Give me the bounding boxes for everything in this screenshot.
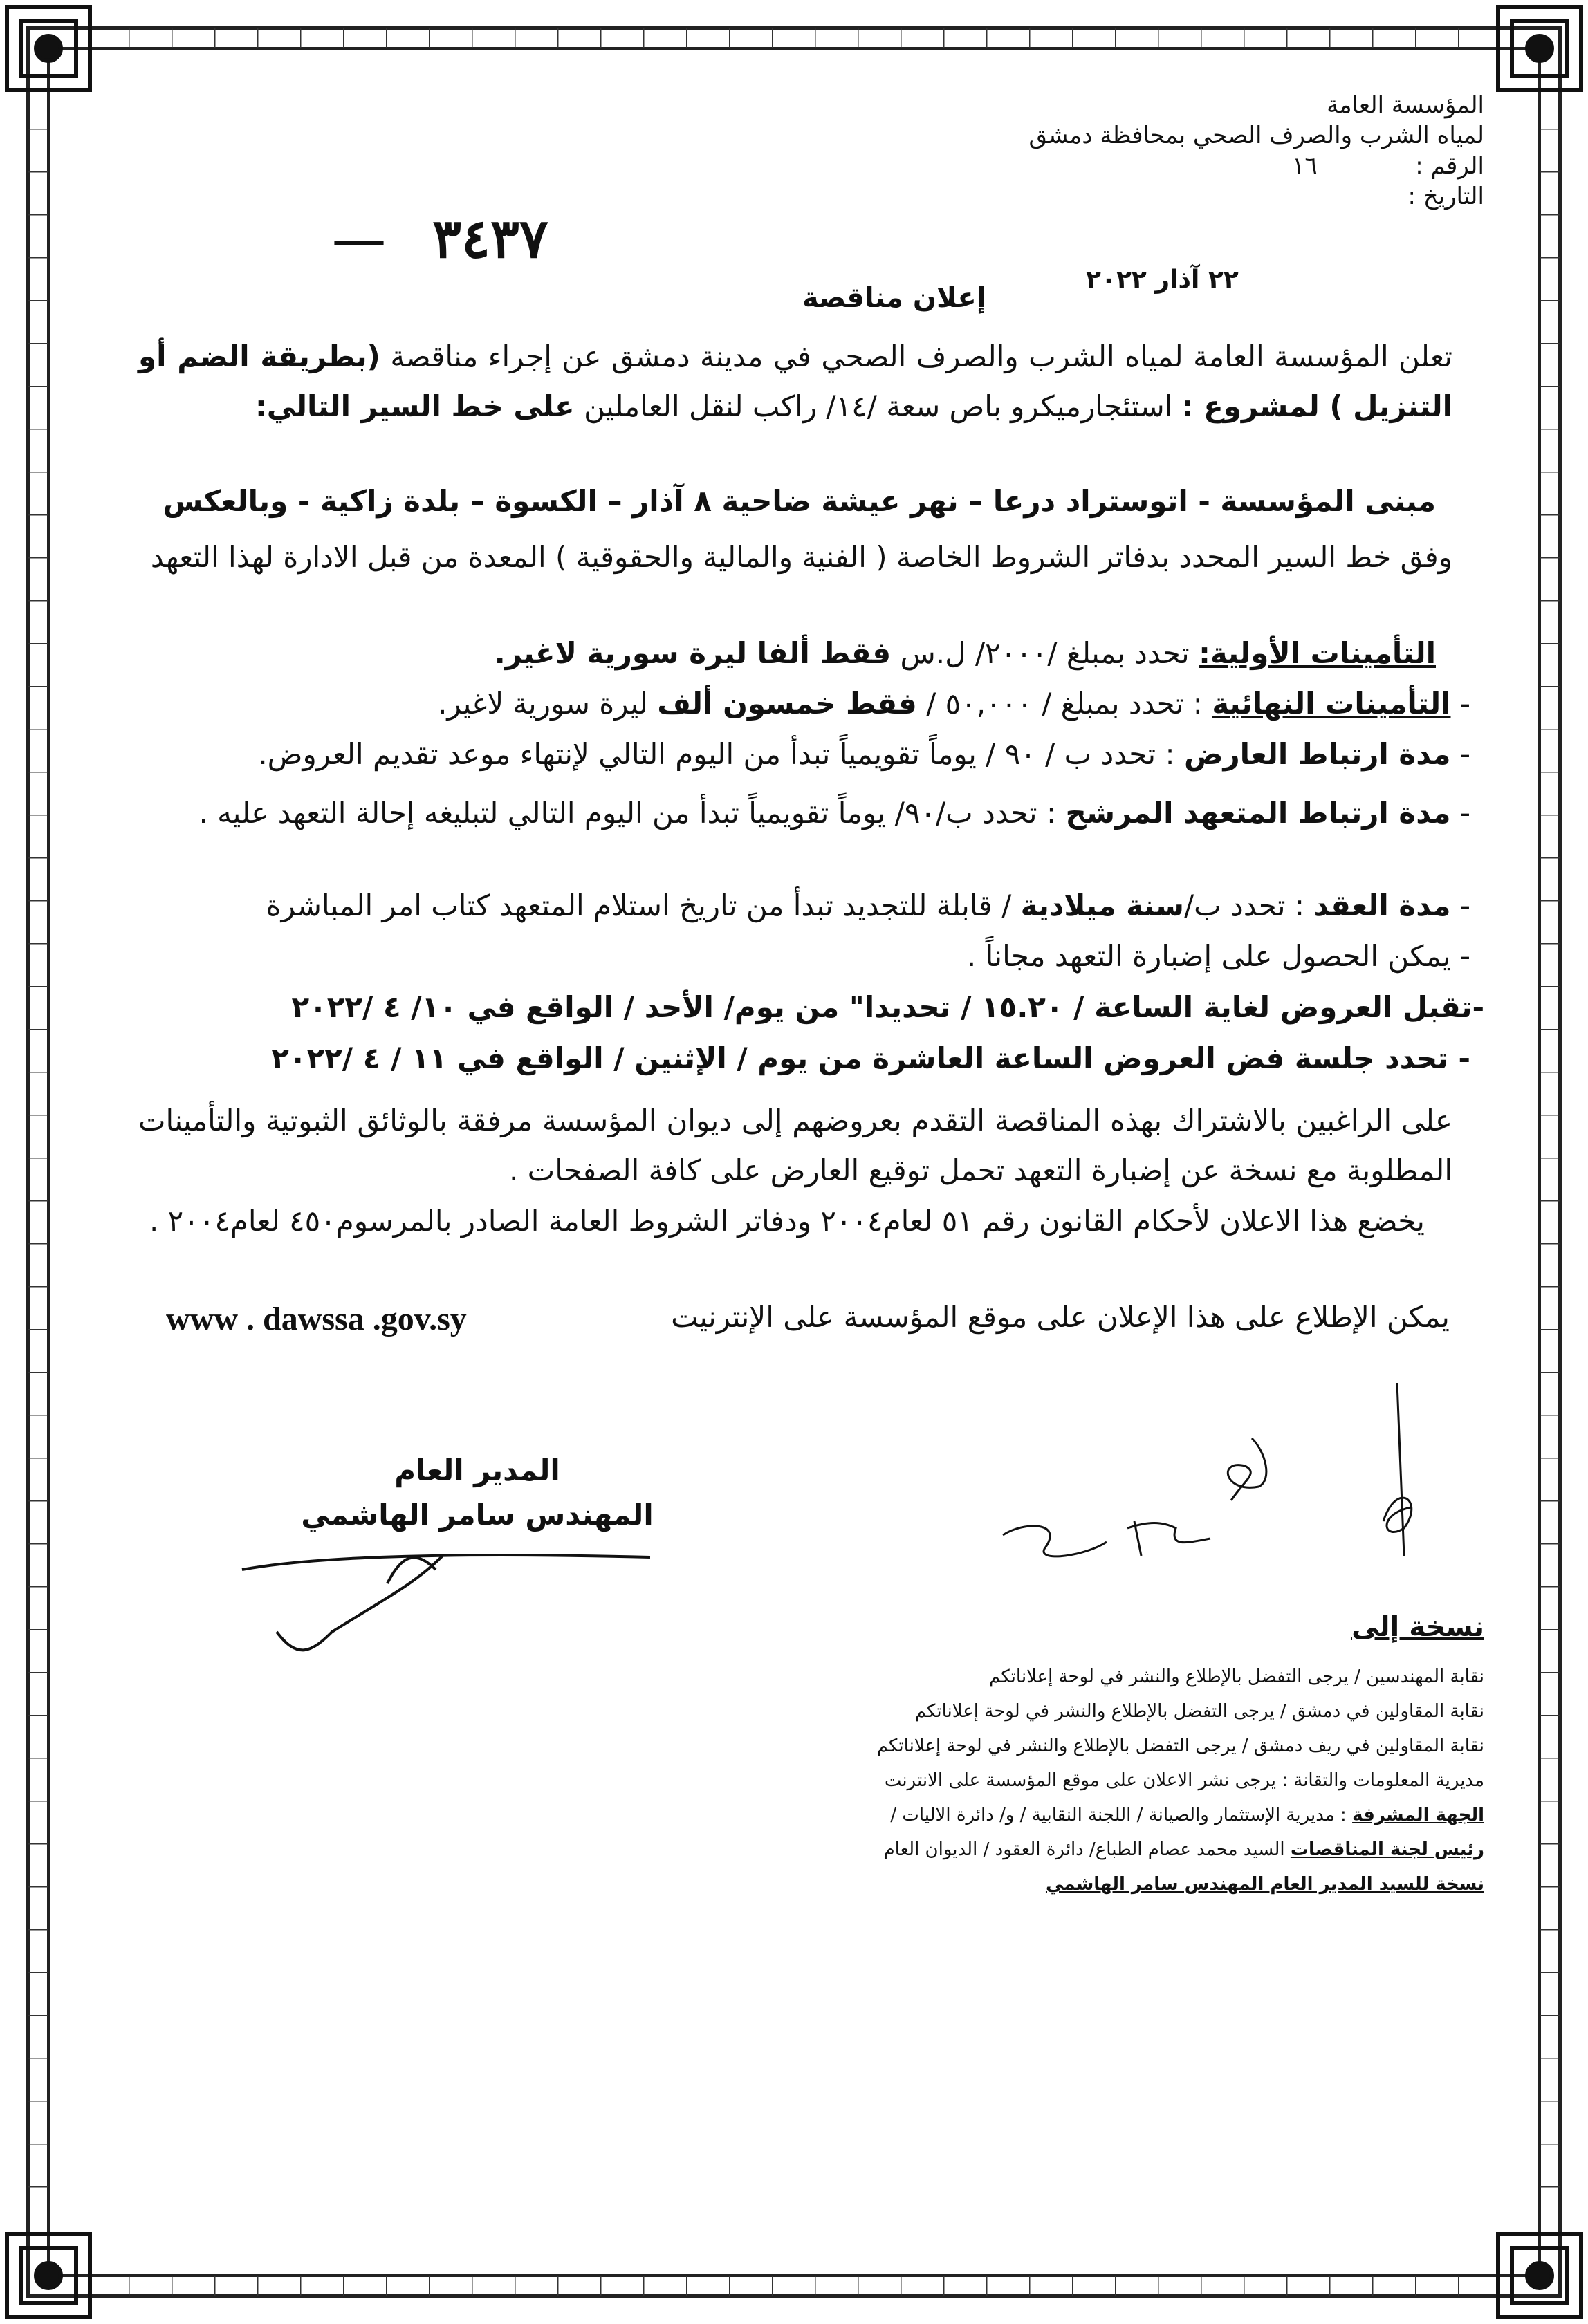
website-note: يمكن الإطلاع على هذا الإعلان على موقع المؤسسة على الإنترنيت (671, 1300, 1450, 1334)
director-signature (235, 1542, 664, 1660)
initial-insurance-label: التأمينات الأولية: (1199, 636, 1436, 670)
initial-insurance (495, 636, 1436, 670)
contract-duration-label: مدة العقد (1313, 889, 1451, 922)
bidder-commitment-text: : تحدد ب / ٩٠ / يوماً تقويمياً تبدأ من اليوم التالي لإنتهاء موعد تقديم العروض. (258, 737, 1175, 771)
bid-deadline: -تقبل العروض لغاية الساعة / ١٥.٢٠ / تحديدا" من يوم/ الأحد / الواقع في ١٠/ ٤ /٢٠٢٢ (291, 990, 1484, 1024)
committee-signatures (982, 1383, 1508, 1570)
route-description: وفق خط السير المحدد بدفاتر الشروط الخاصة ( الفنية والمالية والحقوقية ) المعدة من قبل الادارة لهذا التعهد (150, 540, 1452, 574)
copy-recipient: نقابة المقاولين في دمشق / يرجى التفضل بالإطلاع والنشر في لوحة إعلاناتكم (914, 1701, 1484, 1722)
bidder-commitment-label: مدة ارتباط العارض (1183, 737, 1451, 771)
final-insurance-amount: فقط خمسون ألف (657, 687, 917, 721)
committee-head-text: السيد محمد عصام الطباع/ دائرة العقود / الديوان العام (883, 1839, 1285, 1860)
obtain-file: - يمكن الحصول على إضبارة التعهد مجاناً . (966, 939, 1470, 973)
intro-text: تعلن المؤسسة العامة لمياه الشرب والصرف الصحي في مدينة دمشق عن إجراء مناقصة (390, 340, 1452, 373)
intro-method: (بطريقة الضم أو التنزيل ) لمشروع : (138, 340, 1452, 423)
date-label: التاريخ : (1407, 183, 1484, 210)
intro-project: استئجارميكرو باص سعة /١٤/ راكب لنقل العاملين (584, 389, 1173, 423)
committee-head-label: رئيس لجنة المناقصات (1290, 1839, 1484, 1860)
bid-opening: - تحدد جلسة فض العروض الساعة العاشرة من يوم / الإثنين / الواقع في ١١ / ٤ /٢٠٢٢ (271, 1041, 1470, 1075)
ref-number-label: الرقم : (1415, 152, 1484, 180)
initial-insurance-text: تحدد بمبلغ /٢٠٠٠/ ل.س (900, 636, 1190, 670)
bid-deadline-text: تقبل العروض لغاية الساعة / ١٥.٢٠ / تحديدا" من يوم/ الأحد / الواقع في ١٠/ ٤ /٢٠٢٢ (291, 990, 1472, 1024)
contract-duration: - مدة العقد : تحدد ب/سنة ميلادية / قابلة للتجديد تبدأ من تاريخ استلام المتعهد كتاب امر المباشرة (266, 889, 1470, 922)
copy-recipient: نقابة المقاولين في ريف دمشق / يرجى التفضل بالإطلاع والنشر في لوحة إعلاناتكم (876, 1736, 1484, 1756)
winner-commitment: - مدة ارتباط المتعهد المرشح : تحدد ب/٩٠/ يوماً تقويمياً تبدأ من اليوم التالي لتبليغه إحالة التعهد عليه . (198, 796, 1470, 830)
copy-recipient (447, 1832, 1484, 1867)
bid-opening-text: تحدد جلسة فض العروض الساعة العاشرة من يوم / الإثنين / الواقع في ١١ / ٤ /٢٠٢٢ (271, 1041, 1448, 1075)
org-name-full: لمياه الشرب والصرف الصحي بمحافظة دمشق (1028, 122, 1484, 149)
handwritten-reference (332, 207, 548, 270)
law-paragraph: يخضع هذا الاعلان لأحكام القانون رقم ٥١ لعام٢٠٠٤ ودفاتر الشروط العامة الصادر بالمرسوم٤٥٠ لعام٢٠٠٤ . (149, 1204, 1425, 1238)
closing-paragraph: على الراغبين بالاشتراك بهذه المناقصة التقدم بعروضهم إلى ديوان المؤسسة مرفقة بالوثائق الثبوتية والتأمينات المطلوبة مع نسخة عن إضبارة التعهد تحمل توقيع العارض على كافة الصفحات . (138, 1104, 1452, 1187)
contract-duration-period: سنة ميلادية (1020, 889, 1184, 922)
winner-commitment-text: : تحدد ب/٩٠/ يوماً تقويمياً تبدأ من اليوم التالي لتبليغه إحالة التعهد عليه . (198, 796, 1057, 830)
org-name: المؤسسة العامة (1327, 91, 1484, 119)
intro-route-label: على خط السير التالي: (255, 389, 575, 423)
letterhead (862, 90, 1484, 212)
copies-title: نسخة إلى (1351, 1611, 1484, 1643)
ref-number-value: ١٦ (1292, 152, 1318, 180)
signatory-role: المدير العام (394, 1453, 560, 1487)
initial-insurance-amount: فقط ألفا ليرة سورية لاغير. (494, 636, 892, 670)
final-insurance: - التأمينات النهائية : تحدد بمبلغ / ٥٠,٠٠٠ / فقط خمسون ألف ليرة سورية لاغير. (438, 687, 1470, 721)
supervisor-text: : مديرية الإستثمار والصيانة / اللجنة النقابية / و/ دائرة الاليات / (890, 1805, 1347, 1825)
ref-number-row (862, 151, 1484, 181)
handwritten-dash: — (332, 208, 386, 270)
website-link[interactable]: www . dawssa .gov.sy (166, 1301, 467, 1337)
obtain-file-text: يمكن الحصول على إضبارة التعهد مجاناً . (966, 939, 1451, 973)
bidder-commitment: - مدة ارتباط العارض : تحدد ب / ٩٠ / يوماً تقويمياً تبدأ من اليوم التالي لإنتهاء موعد تقديم العروض. (258, 737, 1470, 771)
intro-paragraph (138, 332, 1452, 431)
winner-commitment-label: مدة ارتباط المتعهد المرشح (1065, 796, 1451, 830)
supervisor-label: الجهة المشرفة (1352, 1805, 1484, 1825)
copy-recipient: نقابة المهندسين / يرجى التفضل بالإطلاع والنشر في لوحة إعلاناتكم (989, 1666, 1484, 1687)
copy-recipient: مديرية المعلومات والتقانة : يرجى نشر الاعلان على موقع المؤسسة على الانترنت (884, 1770, 1484, 1791)
copy-recipient (447, 1798, 1484, 1832)
contract-duration-tail: / قابلة للتجديد تبدأ من تاريخ استلام المتعهد كتاب امر المباشرة (266, 889, 1012, 922)
route-line: مبنى المؤسسة - اتوستراد درعا – نهر عيشة ضاحية ٨ آذار – الكسوة – بلدة زاكية - وبالعكس (163, 484, 1436, 518)
handwritten-ref-number: ٣٤٣٧ (432, 207, 548, 270)
document-title: إعلان مناقصة (802, 282, 986, 314)
final-insurance-tail: ليرة سورية لاغير. (438, 687, 648, 721)
signature-block (297, 1449, 657, 1537)
final-insurance-text: : تحدد بمبلغ / ٥٠,٠٠٠ / (926, 687, 1203, 721)
handwritten-date: ٢٢ آذار ٢٠٢٢ (1086, 266, 1239, 294)
copy-recipient: نسخة للسيد المدير العام المهندس سامر الهاشمي (1045, 1874, 1484, 1895)
final-insurance-label: التأمينات النهائية (1212, 687, 1451, 721)
copies-list (447, 1660, 1484, 1902)
contract-duration-text: : تحدد ب/ (1183, 889, 1305, 922)
signatory-name: المهندس سامر الهاشمي (301, 1498, 654, 1532)
